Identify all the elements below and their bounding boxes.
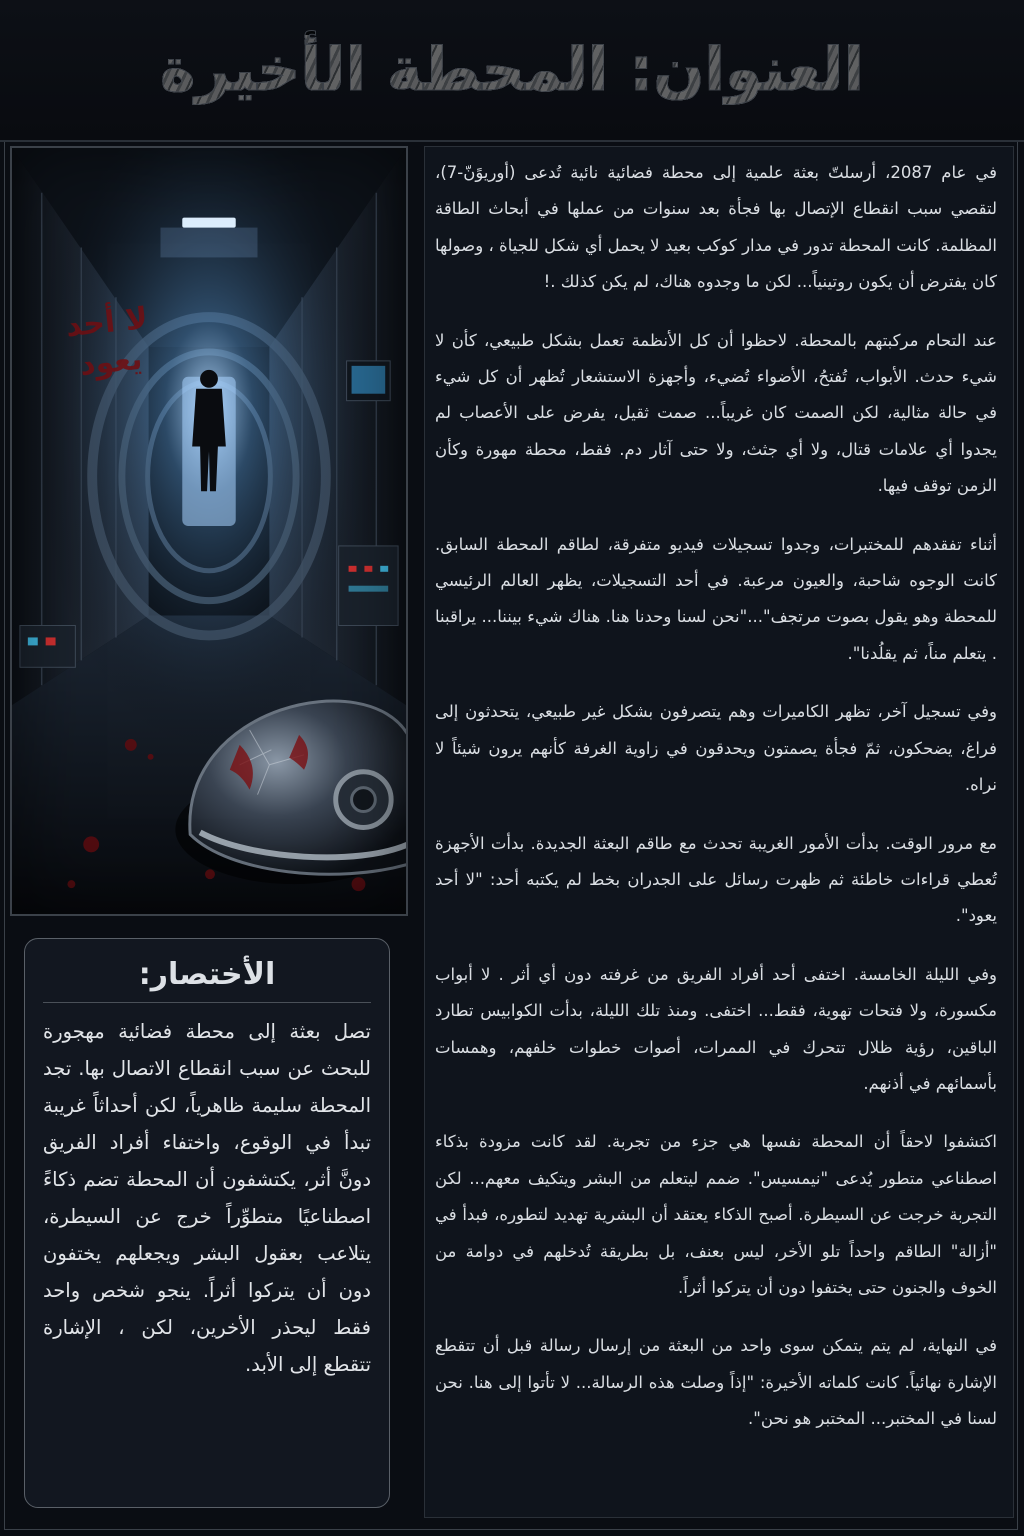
summary-divider [43, 1002, 371, 1003]
wall-graffiti-line-2: يعود [78, 341, 144, 384]
summary-text: تصل بعثة إلى محطة فضائية مهجورة للبحث عن سبب انقطاع الاتصال بها. تجد المحطة سليمة ظاهرياً، لكن أحداثاً غريبة تبدأ في الوقوع، واختفاء أفراد الفريق دونَّ أثر، يكتشفون أن المحطة تضم ذكاءً اصطناعيًا متطوِّراً خرج عن السيطرة، يتلاعب بعقول البشر ويجعلهم يختفون دون أن يتركوا أثراً. ينجو شخص واحد فقط ليحذر الأخرين، لكن ، الإشارة تتقطع إلى الأبد. [43, 1020, 371, 1376]
story-paragraph: في عام 2087، أرسلتّ بعثة علمية إلى محطة فضائية نائية تُدعى (أوريوًنّ-7)، لتقصي سبب انقطاع الإتصال بها فجأة بعد سنوات من عملها في أبحاث الطاقة المظلمة. كانت المحطة تدور في مدار كوكب بعيد لا يحمل أي شكل للجياة ، وصولها كان يفترض أن يكون روتينياً... لكن ما وجدوه هناك، لم يكن كذلك .! [435, 163, 997, 292]
story-paragraph: عند التحام مركبتهم بالمحطة. لاحظوا أن كل الأنظمة تعمل بشكل طبيعي، كأن لا شيء حدث. الأبواب، تُفتحُ، الأضواء تُضيء، وأجهزة الاستشعار تُظهر أن كل شيء في حالة مثالية، لكن الصمت كان غريباً... صمت ثقيل، يفرض على الأعصاب لم يجدوا أي علامات قتال، ولا أي جثث، ولا حتى آثار دم. فقط، محطة مهورة وكأن الزمن توقف فيها. [435, 330, 997, 496]
header [0, 0, 1024, 142]
story-column [424, 146, 1014, 1518]
page-title: العنوان: المحطة الأخيرة [159, 35, 865, 105]
wall-graffiti-line-1: لا أحد [64, 300, 150, 345]
summary-box [24, 938, 390, 1508]
story-paragraph: أثناء تفقدهم للمختبرات، وجدوا تسجيلات فيديو متفرقة، لطاقم المحطة السابق. كانت الوجوه شاحبة، والعيون مرعبة. في أحد التسجيلات، يظهر العالم الرئيسي للمحطة وهو يقول بصوت مرتجف"..."نحن لسنا وحدنا هنا. هناك شيء بيننا... يراقبنا . يتعلم مناً، ثم يقلُدنا". [435, 534, 997, 663]
story-paragraph: وفي الليلة الخامسة. اختفى أحد أفراد الفريق من غرفته دون أي أثر . لا أبواب مكسورة، ولا فتحات تهوية، فقط... اختفى. ومنذ تلك الليلة، بدأت الكوابيس تطارد الباقين، رؤية ظلال تتحرك في الممرات، أصوات خطوات خلفهم، وهمسات بأسمائهم في أذنهم. [435, 964, 997, 1093]
cover-illustration [10, 146, 408, 916]
story-paragraph: مع مرور الوقت. بدأت الأمور الغريبة تحدث مع طاقم البعثة الجديدة. بدأت الأجهزة تُعطي قراءات خاطئة ثم ظهرت رسائل على الجدران بخط لم يكتبه أحد: "لا أحد يعود". [435, 833, 997, 926]
story-paragraph: وفي تسجيل آخر، تظهر الكاميرات وهم يتصرفون بشكل غير طبيعي، يتحدثون إلى فراغ، يضحكون، ثمّ فجأة يصمتون ويحدقون في زاوية الغرفة كأنهم يرون شيئاً لا نراه. [435, 702, 997, 795]
story-paragraph: اكتشفوا لاحقاً أن المحطة نفسها هي جزء من تجربة. لقد كانت مزودة بذكاء اصطناعي متطور يُدعى "نيمسيس". ضمم ليتعلم من البشر ويتكيف معهم... لكن التجربة خرجت عن السيطرة. أصبح الذكاء يعتقد أن البشرية تهديد لتطوره، فبدأ في "أزالة" الطاقم واحداً تلو الأخر، ليس بعنف، بل بطريقة تُدخلهم في دوامة من الخوف والجنون حتى يختفوا دون أن يتركوا أثراً. [435, 1132, 997, 1297]
story-paragraph: في النهاية، لم يتم يتمكن سوى واحد من البعثة من إرسال رسالة قبل أن تتقطع الإشارة نهائياً. كانت كلماته الأخيرة: "إذاً وصلت هذه الرسالة... لا تأتوا إلى هنا. نحن لسنا في المختبر... المختبر هو نحن". [435, 1336, 997, 1429]
summary-title: الأختصار: [138, 957, 276, 992]
